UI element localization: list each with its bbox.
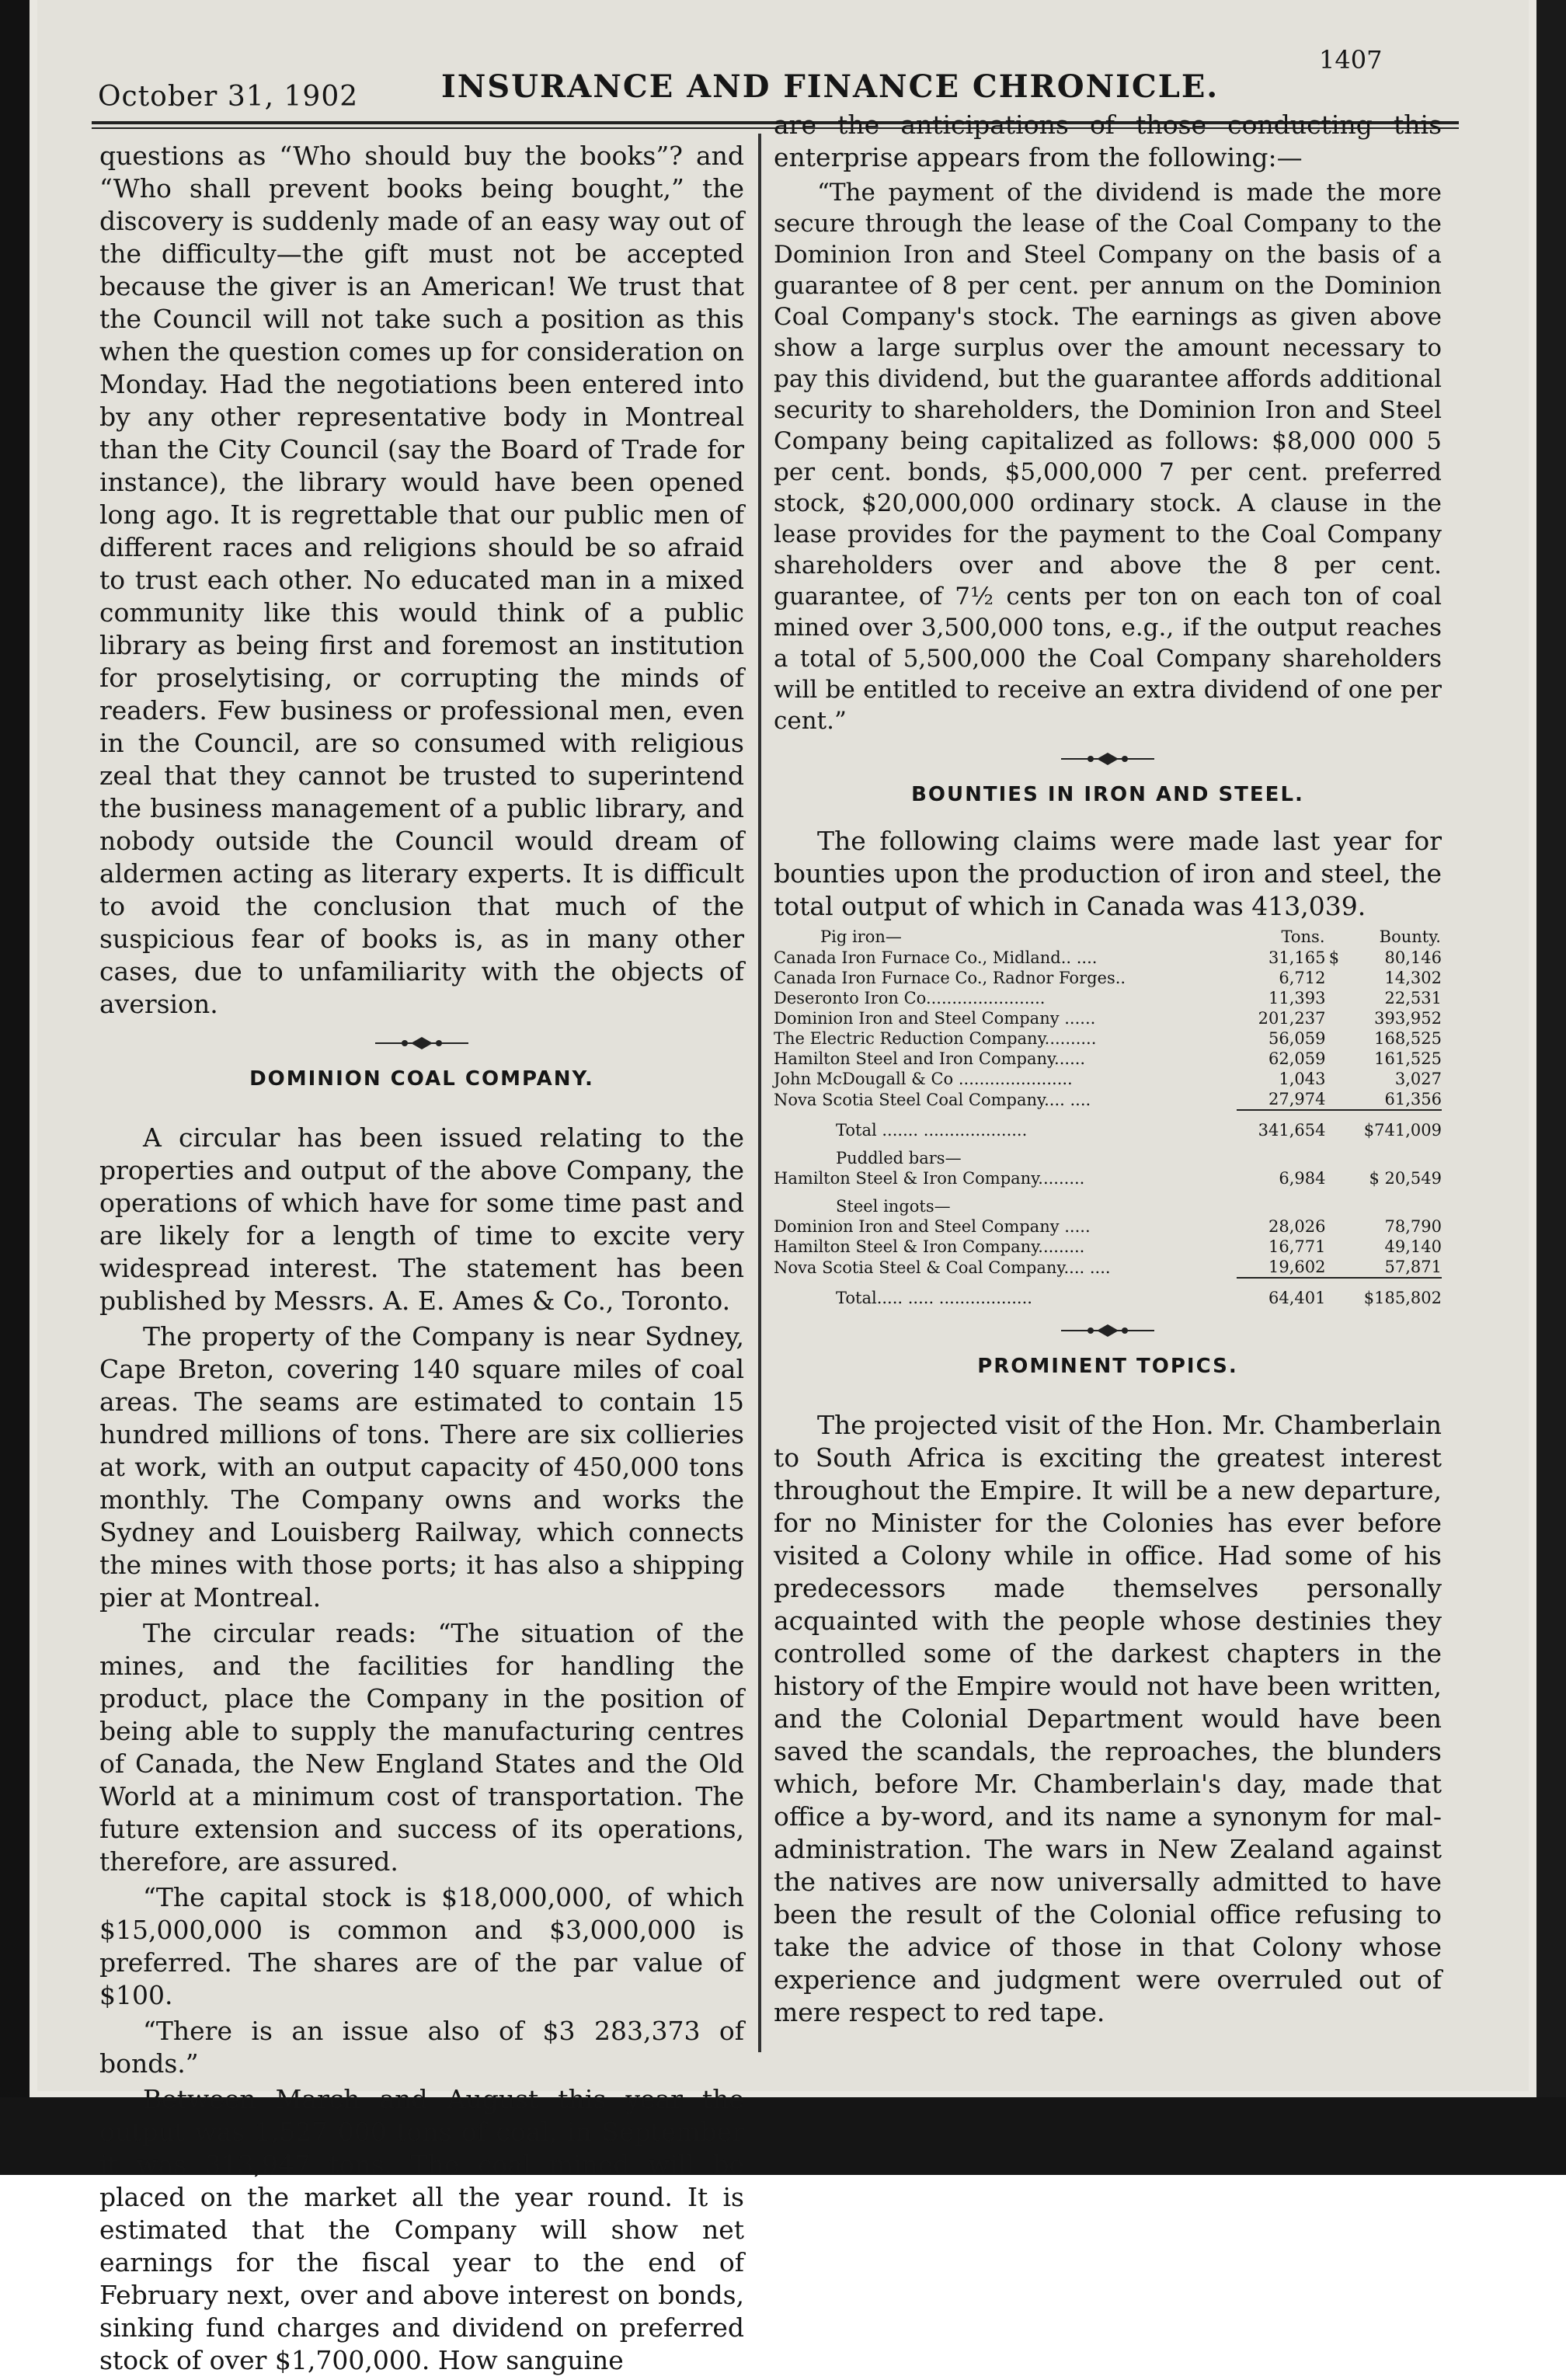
total-label: Total ....... .................... xyxy=(836,1120,1028,1140)
row-bounty: 57,871 xyxy=(1384,1258,1442,1276)
bounty-table xyxy=(774,926,1442,1308)
row-tons: 56,059 xyxy=(1268,1029,1326,1048)
enterprise-paragraph: are the anticipations of those conducting this enterprise appears from the following:— xyxy=(774,110,1442,172)
row-bounty: $ 20,549 xyxy=(1369,1169,1442,1188)
header-date: October 31, 1902 xyxy=(98,81,359,113)
scan-border-right xyxy=(1536,0,1566,2175)
row-tons: 27,974 xyxy=(1268,1090,1326,1108)
ornament-divider-icon xyxy=(1061,750,1154,767)
row-bounty: 22,531 xyxy=(1384,989,1442,1007)
section-title-prominent-topics: PROMINENT TOPICS. xyxy=(977,1355,1238,1378)
row-tons: 62,059 xyxy=(1268,1049,1326,1068)
table-row xyxy=(774,948,1442,968)
left-column xyxy=(99,140,744,2380)
table-total-row xyxy=(774,1110,1442,1140)
total-tons: 64,401 xyxy=(1237,1278,1325,1308)
row-currency xyxy=(1326,1008,1340,1028)
row-tons: 28,026 xyxy=(1268,1217,1326,1236)
row-bounty: 3,027 xyxy=(1394,1070,1442,1088)
section-title-dominion-coal: DOMINION COAL COMPANY. xyxy=(249,1067,594,1091)
ornament-divider-icon xyxy=(375,1035,468,1052)
right-column xyxy=(774,109,1442,2032)
tons-header: Tons. xyxy=(1281,927,1325,946)
row-currency xyxy=(1326,988,1340,1008)
header-page-number: 1407 xyxy=(1319,45,1383,75)
row-tons: 6,984 xyxy=(1279,1169,1326,1188)
row-currency xyxy=(1326,1069,1340,1089)
row-name: Canada Iron Furnace Co., Radnor Forges.. xyxy=(774,969,1126,987)
coal-paragraph-1: A circular has been issued relating to the properties and output of the above Company, the operations of which have for some time past and are likely for a length of time to excite very widespread interest. The statement has been published by Messrs. A. E. Ames & Co., Toronto. xyxy=(99,1122,744,1316)
row-currency: $ xyxy=(1328,948,1340,967)
table-row xyxy=(774,1069,1442,1089)
section-title-bounties: BOUNTIES IN IRON AND STEEL. xyxy=(911,783,1304,806)
library-paragraph: questions as “Who should buy the books”? and “Who shall prevent books being bought,” the discovery is suddenly made of an easy way out of the difficulty—the gift must not be accepted because the giver is an American! We trust that the Council will not take such a position as this when the question comes up for consideration on Monday. Had the negotiations been entered into by any other representative body in Montreal than the City Council (say the Board of Trade for instance), the library would have been opened long ago. It is regrettable that our public men of different races and religions should be so afraid to trust each other. No educated man in a mixed community like this would think of a public library as being first and foremost an institution for proselytising, or corrupting the minds of readers. Few business or professional men, even in the Council, are so consumed with religious zeal that they cannot be trusted to superintend the business management of a public library, and nobody outside the Council would dream of aldermen acting as literary experts. It is difficult to avoid the conclusion that much of the suspicious fear of books is, as in many other cases, due to unfamiliarity with the objects of aversion. xyxy=(99,141,744,1019)
scan-border-left xyxy=(0,0,30,2175)
pig-iron-label: Pig iron— xyxy=(820,927,902,946)
table-row xyxy=(774,1257,1442,1278)
steel-ingots-label: Steel ingots— xyxy=(836,1197,951,1216)
row-bounty: 49,140 xyxy=(1384,1237,1442,1256)
row-name: Canada Iron Furnace Co., Midland.. .... xyxy=(774,948,1098,967)
row-bounty: 14,302 xyxy=(1384,969,1442,987)
row-tons: 31,165 xyxy=(1268,948,1326,967)
header-title: INSURANCE AND FINANCE CHRONICLE. xyxy=(441,68,1220,105)
row-tons: 201,237 xyxy=(1258,1009,1326,1028)
bounty-header: Bounty. xyxy=(1379,927,1441,946)
table-row xyxy=(774,1237,1442,1257)
bounties-intro-paragraph: The following claims were made last year for bounties upon the production of iron and steel, the total output of which in Canada was 413,039. xyxy=(774,826,1442,921)
row-name: Nova Scotia Steel & Coal Company.... .... xyxy=(774,1258,1111,1277)
chamberlain-paragraph: The projected visit of the Hon. Mr. Chamberlain to South Africa is exciting the greatest interest throughout the Empire. It will be a new departure, for no Minister for the Colonies has ever before visited a Colony while in office. Had some of his predecessors made themselves personally acquainted with the people whose destinies they controlled some of the darkest chapters in the history of the Empire would not have been written, and the Colonial Department would have been saved the scandals, the reproaches, the blunders which, before Mr. Chamberlain's day, made that office a by-word, and its name a synonym for mal-administration. The wars in New Zealand against the natives are now universally admitted to have been the result of the Colonial office refusing to take the advice of those in that Colony whose experience and judgment were overruled out of mere respect to red tape. xyxy=(774,1410,1442,2027)
row-tons: 1,043 xyxy=(1279,1070,1326,1088)
row-currency xyxy=(1326,1089,1340,1110)
row-name: John McDougall & Co ...................... xyxy=(774,1070,1073,1088)
row-currency xyxy=(1326,1049,1340,1069)
table-row xyxy=(774,1168,1442,1188)
row-bounty: 78,790 xyxy=(1384,1217,1442,1236)
row-tons: 19,602 xyxy=(1268,1258,1326,1276)
row-bounty: 161,525 xyxy=(1374,1049,1442,1068)
row-bounty: 80,146 xyxy=(1384,948,1442,967)
ornament-divider-icon xyxy=(1061,1322,1154,1339)
coal-paragraph-5: “There is an issue also of $3 283,373 of bonds.” xyxy=(99,2016,744,2079)
total-label: Total..... ..... .................. xyxy=(836,1288,1032,1307)
table-total-row xyxy=(774,1278,1442,1308)
row-currency xyxy=(1326,968,1340,988)
table-row xyxy=(774,1216,1442,1237)
table-row xyxy=(774,1028,1442,1049)
row-name: Nova Scotia Steel Coal Company.... .... xyxy=(774,1090,1091,1109)
row-name: Dominion Iron and Steel Company ...... xyxy=(774,1009,1096,1028)
coal-paragraph-2: The property of the Company is near Sydney, Cape Breton, covering 140 square miles of coal areas. The seams are estimated to contain 15 hundred millions of tons. There are six collieries at work, with an output capacity of 450,000 tons monthly. The Company owns and works the Sydney and Louisberg Railway, which connects the mines with those ports; it has also a shipping pier at Montreal. xyxy=(99,1321,744,1613)
row-name: The Electric Reduction Company.......... xyxy=(774,1029,1097,1048)
row-name: Hamilton Steel & Iron Company......... xyxy=(774,1169,1085,1188)
row-tons: 6,712 xyxy=(1279,969,1326,987)
row-bounty: 61,356 xyxy=(1384,1090,1442,1108)
row-name: Hamilton Steel and Iron Company...... xyxy=(774,1049,1086,1068)
puddled-bars-label: Puddled bars— xyxy=(836,1149,962,1167)
table-row xyxy=(774,1089,1442,1110)
row-name: Hamilton Steel & Iron Company......... xyxy=(774,1237,1085,1256)
row-tons: 11,393 xyxy=(1268,989,1326,1007)
total-bounty: $185,802 xyxy=(1339,1278,1442,1308)
row-name: Deseronto Iron Co....................... xyxy=(774,989,1046,1007)
dividend-quote-paragraph: “The payment of the dividend is made the more secure through the lease of the Coal Company to the Dominion Iron and Steel Company on the basis of a guarantee of 8 per cent. per annum on the Dominion Coal Company's stock. The earnings as given above show a large surplus over the amount necessary to pay this dividend, but the guarantee affords additional security to shareholders, the Dominion Iron and Steel Company being capitalized as follows: $8,000 000 5 per cent. bonds, $5,000,000 7 per cent. preferred stock, $20,000,000 ordinary stock. A clause in the lease provides for the payment to the Coal Company shareholders over and above the 8 per cent. guarantee, of 7½ cents per ton on each ton of coal mined over 3,500,000 tons, e.g., if the output reaches a total of 5,500,000 the Coal Company shareholders will be entitled to receive an extra dividend of one per cent.” xyxy=(774,179,1442,735)
table-row xyxy=(774,1049,1442,1069)
column-divider xyxy=(758,134,761,2052)
table-row xyxy=(774,1008,1442,1028)
newspaper-page xyxy=(37,0,1529,2375)
coal-paragraph-3: The circular reads: “The situation of the mines, and the facilities for handling the product, place the Company in the position of being able to supply the manufacturing centres of Canada, the New England States and the Old World at a minimum cost of transportation. The future extension and success of its operations, therefore, are assured. xyxy=(99,1618,744,1877)
row-bounty: 393,952 xyxy=(1374,1009,1442,1028)
total-tons: 341,654 xyxy=(1237,1110,1325,1140)
total-bounty: $741,009 xyxy=(1339,1110,1442,1140)
row-tons: 16,771 xyxy=(1268,1237,1326,1256)
row-currency xyxy=(1326,1028,1340,1049)
coal-paragraph-4: “The capital stock is $18,000,000, of which $15,000,000 is common and $3,000,000 is preferred. The shares are of the par value of $100. xyxy=(99,1882,744,2010)
row-bounty: 168,525 xyxy=(1374,1029,1442,1048)
table-row xyxy=(774,968,1442,988)
row-name: Dominion Iron and Steel Company ..... xyxy=(774,1217,1091,1236)
coal-paragraph-6: Between March and August this year the output was 1,527 000 tons of coal, in September it was 313,947 tons. The coal mined will be placed on the market all the year round. It is estimated that the Company will show net earnings for the fiscal year to the end of February next, over and above interest on bonds, sinking fund charges and dividend on preferred stock of over $1,700,000. How sanguine xyxy=(99,2084,744,2375)
table-row xyxy=(774,988,1442,1008)
